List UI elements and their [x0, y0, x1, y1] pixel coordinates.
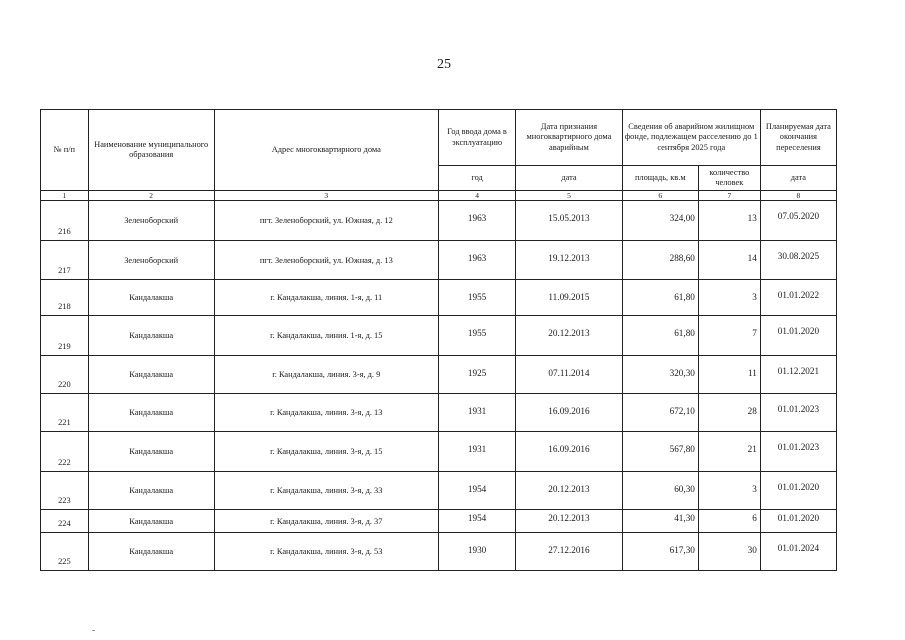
planned-end-date-cell: 01.01.2020: [760, 316, 836, 356]
municipality-cell: Кандалакша: [88, 432, 214, 472]
row-number: 223: [41, 472, 89, 510]
address-cell: пгт. Зеленоборский, ул. Южная, д. 12: [214, 201, 438, 241]
municipality-cell: Зеленоборский: [88, 241, 214, 280]
column-number-row: [41, 191, 837, 201]
address-cell: пгт. Зеленоборский, ул. Южная, д. 13: [214, 241, 438, 280]
people-count-cell: 11: [698, 356, 760, 394]
year-cell: 1963: [438, 241, 515, 280]
area-cell: 41,30: [622, 510, 698, 533]
municipality-cell: Кандалакша: [88, 394, 214, 432]
column-number: 4: [438, 191, 515, 201]
row-number: 219: [41, 316, 89, 356]
address-cell: г. Кандалакша, линия. 3-я, д. 15: [214, 432, 438, 472]
table-row: [41, 533, 837, 571]
planned-end-date-cell: 07.05.2020: [760, 201, 836, 241]
address-cell: г. Кандалакша, линия. 1-я, д. 11: [214, 280, 438, 316]
recognition-date-cell: 27.12.2016: [516, 533, 623, 571]
year-cell: 1931: [438, 394, 515, 432]
municipality-cell: Кандалакша: [88, 280, 214, 316]
planned-end-date-cell: 30.08.2025: [760, 241, 836, 280]
municipality-cell: Кандалакша: [88, 472, 214, 510]
recognition-date-cell: 20.12.2013: [516, 510, 623, 533]
planned-end-date-cell: 01.01.2023: [760, 432, 836, 472]
recognition-date-cell: 16.09.2016: [516, 394, 623, 432]
recognition-date-cell: 15.05.2013: [516, 201, 623, 241]
area-cell: 617,30: [622, 533, 698, 571]
year-cell: 1931: [438, 432, 515, 472]
table-row: [41, 510, 837, 533]
planned-end-date-cell: 01.01.2020: [760, 472, 836, 510]
header-municipality: Наименование муниципального образования: [88, 110, 214, 191]
table-row: [41, 316, 837, 356]
area-cell: 61,80: [622, 280, 698, 316]
area-cell: 324,00: [622, 201, 698, 241]
recognition-date-cell: 20.12.2013: [516, 316, 623, 356]
people-count-cell: 7: [698, 316, 760, 356]
row-number: 221: [41, 394, 89, 432]
table-row: [41, 201, 837, 241]
address-cell: г. Кандалакша, линия. 3-я, д. 37: [214, 510, 438, 533]
table-row: [41, 280, 837, 316]
table-row: [41, 241, 837, 280]
people-count-cell: 28: [698, 394, 760, 432]
row-number: 216: [41, 201, 89, 241]
column-number: 5: [516, 191, 623, 201]
recognition-date-cell: 07.11.2014: [516, 356, 623, 394]
table-row: [41, 394, 837, 432]
header-num: № п/п: [41, 110, 89, 191]
page-number: 25: [437, 57, 451, 72]
planned-end-date-cell: 01.01.2023: [760, 394, 836, 432]
people-count-cell: 30: [698, 533, 760, 571]
year-cell: 1955: [438, 280, 515, 316]
header-address: Адрес многоквартирного дома: [214, 110, 438, 191]
table-body: [41, 201, 837, 571]
row-number: 222: [41, 432, 89, 472]
planned-end-date-cell: 01.01.2024: [760, 533, 836, 571]
people-count-cell: 6: [698, 510, 760, 533]
header-row: [41, 110, 837, 166]
recognition-date-cell: 11.09.2015: [516, 280, 623, 316]
year-cell: 1925: [438, 356, 515, 394]
subheader-date: дата: [516, 166, 623, 191]
column-number: 2: [88, 191, 214, 201]
column-number: 8: [760, 191, 836, 201]
municipality-cell: Кандалакша: [88, 533, 214, 571]
area-cell: 61,80: [622, 316, 698, 356]
table-row: [41, 356, 837, 394]
area-cell: 320,30: [622, 356, 698, 394]
header-recognition-date: Дата признания многоквартирного дома аварийным: [516, 110, 623, 166]
people-count-cell: 14: [698, 241, 760, 280]
address-cell: г. Кандалакша, линия. 3-я, д. 53: [214, 533, 438, 571]
year-cell: 1954: [438, 510, 515, 533]
year-cell: 1963: [438, 201, 515, 241]
address-cell: г. Кандалакша, линия. 3-я, д. 33: [214, 472, 438, 510]
row-number: 224: [41, 510, 89, 533]
area-cell: 567,80: [622, 432, 698, 472]
area-cell: 672,10: [622, 394, 698, 432]
subheader-end-date: дата: [760, 166, 836, 191]
column-number: 3: [214, 191, 438, 201]
address-cell: г. Кандалакша, линия. 1-я, д. 15: [214, 316, 438, 356]
row-number: 218: [41, 280, 89, 316]
table-row: [41, 432, 837, 472]
subheader-people: количество человек: [698, 166, 760, 191]
table-row: [41, 472, 837, 510]
year-cell: 1955: [438, 316, 515, 356]
emergency-housing-table: [40, 109, 837, 571]
municipality-cell: Зеленоборский: [88, 201, 214, 241]
area-cell: 288,60: [622, 241, 698, 280]
municipality-cell: Кандалакша: [88, 356, 214, 394]
people-count-cell: 3: [698, 280, 760, 316]
recognition-date-cell: 16.09.2016: [516, 432, 623, 472]
column-number: 1: [41, 191, 89, 201]
address-cell: г. Кандалакша, линия. 3-я, д. 9: [214, 356, 438, 394]
subheader-area: площадь, кв.м: [622, 166, 698, 191]
column-number: 7: [698, 191, 760, 201]
people-count-cell: 3: [698, 472, 760, 510]
header-emergency-info: Сведения об аварийном жилищном фонде, подлежащем расселению до 1 сентября 2025 года: [622, 110, 760, 166]
row-number: 217: [41, 241, 89, 280]
municipality-cell: Кандалакша: [88, 316, 214, 356]
header-planned-end: Планируемая дата окончания переселения: [760, 110, 836, 166]
recognition-date-cell: 20.12.2013: [516, 472, 623, 510]
year-cell: 1930: [438, 533, 515, 571]
area-cell: 60,30: [622, 472, 698, 510]
planned-end-date-cell: 01.01.2022: [760, 280, 836, 316]
row-number: 220: [41, 356, 89, 394]
header-year-built: Год ввода дома в эксплуатацию: [438, 110, 515, 166]
scan-mark: [92, 630, 95, 631]
planned-end-date-cell: 01.01.2020: [760, 510, 836, 533]
row-number: 225: [41, 533, 89, 571]
recognition-date-cell: 19.12.2013: [516, 241, 623, 280]
column-number: 6: [622, 191, 698, 201]
people-count-cell: 21: [698, 432, 760, 472]
municipality-cell: Кандалакша: [88, 510, 214, 533]
people-count-cell: 13: [698, 201, 760, 241]
subheader-year: год: [438, 166, 515, 191]
planned-end-date-cell: 01.12.2021: [760, 356, 836, 394]
year-cell: 1954: [438, 472, 515, 510]
address-cell: г. Кандалакша, линия. 3-я, д. 13: [214, 394, 438, 432]
